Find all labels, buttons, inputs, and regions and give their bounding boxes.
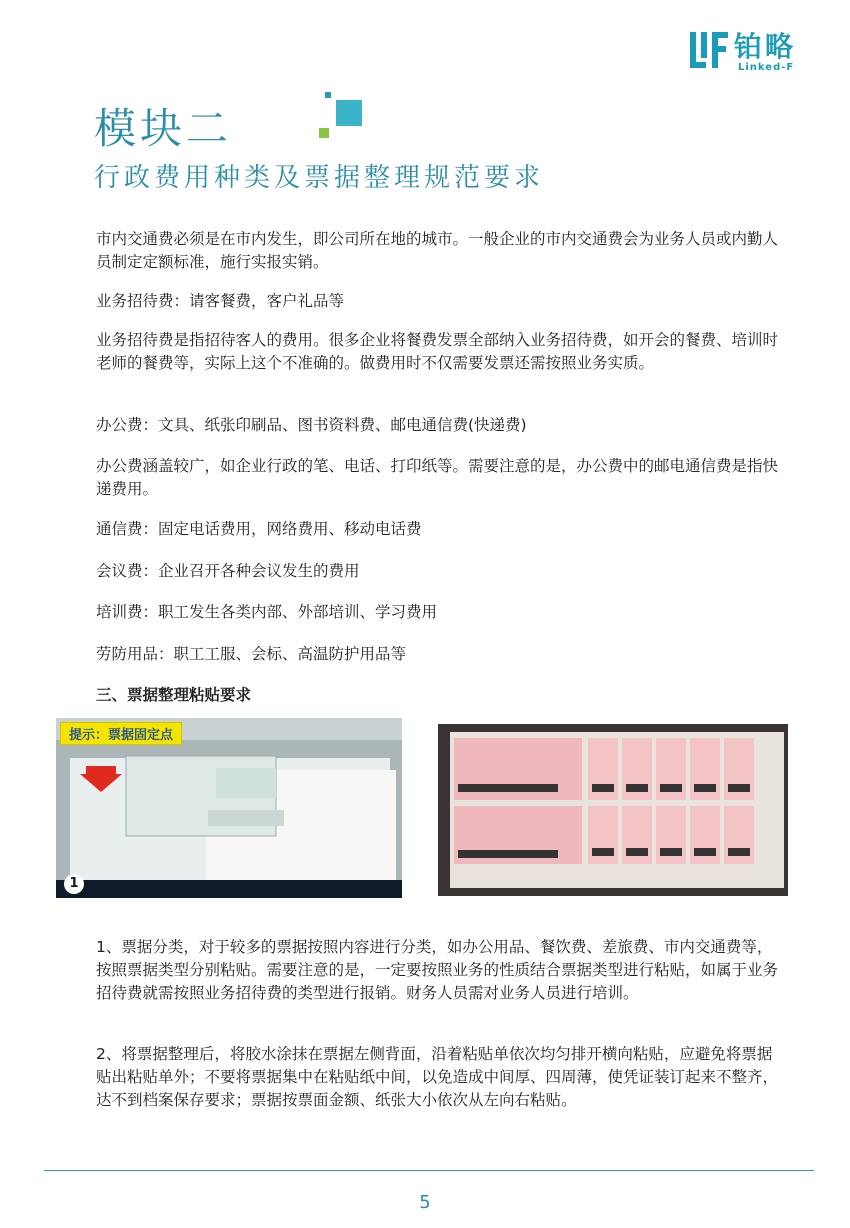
decor-square-teal <box>336 100 362 126</box>
paragraph-telecom: 通信费：固定电话费用，网络费用、移动电话费 <box>96 520 422 538</box>
photo-caption-tip: 提示：票据固定点 <box>60 722 182 745</box>
receipt-photo-illustration <box>56 718 402 898</box>
paragraph-entertainment-heading: 业务招待费：请客餐费，客户礼品等 <box>96 292 345 310</box>
module-subtitle: 行政费用种类及票据整理规范要求 <box>94 163 545 193</box>
paragraph-office-desc: 办公费涵盖较广，如企业行政的笔、电话、打印纸等。需要注意的是，办公费中的邮电通信费是指快递费用。 <box>96 457 779 498</box>
decor-square-small <box>325 92 331 98</box>
paragraph-local-transport: 市内交通费必须是在市内发生，即公司所在地的城市。一般企业的市内交通费会为业务人员或内勤人员制定定额标准，施行实报实销。 <box>96 230 779 271</box>
paragraph-office-heading: 办公费：文具、纸张印刷品、图书资料费、邮电通信费(快递费) <box>96 416 527 434</box>
logo-mark-icon <box>690 30 728 70</box>
photo-receipt-fixing <box>56 718 402 898</box>
tickets-photo-illustration <box>438 724 788 896</box>
paragraph-entertainment-desc: 业务招待费是指招待客人的费用。很多企业将餐费发票全部纳入业务招待费，如开会的餐费、培训时老师的餐费等，实际上这个不准确的。做费用时不仅需要发票还需按照业务实质。 <box>96 331 779 372</box>
paragraph-training: 培训费：职工发生各类内部、外部培训、学习费用 <box>96 603 438 621</box>
decor-square-green <box>319 128 329 138</box>
footer-divider <box>44 1170 814 1171</box>
section-heading: 三、票据整理粘贴要求 <box>96 686 252 704</box>
photo-step-badge: 1 <box>64 874 84 894</box>
photo-pasted-tickets <box>438 724 788 896</box>
logo-brand-en: Linked-F <box>738 62 795 73</box>
paragraph-protective: 劳防用品：职工工服、会标、高温防护用品等 <box>96 645 407 663</box>
brand-logo <box>690 30 820 74</box>
instruction-2: 2、将票据整理后，将胶水涂抹在票据左侧背面，沿着粘贴单依次均匀排开横向粘贴，应避免将票据贴出粘贴单外；不要将票据集中在粘贴纸中间，以免造成中间厚、四周薄，使凭证装订起来不整齐，达不到档案保存要求；票据按票面金额、纸张大小依次从左向右粘贴。 <box>96 1045 779 1109</box>
paragraph-meeting: 会议费：企业召开各种会议发生的费用 <box>96 562 360 580</box>
module-title: 模块二 <box>94 104 233 153</box>
instruction-1: 1、票据分类，对于较多的票据按照内容进行分类，如办公用品、餐饮费、差旅费、市内交通费等，按照票据类型分别粘贴。需要注意的是，一定要按照业务的性质结合票据类型进行粘贴，如属于业务招待费就需按照业务招待费的类型进行报销。财务人员需对业务人员进行培训。 <box>96 938 779 1002</box>
page-number: 5 <box>419 1192 431 1213</box>
logo-brand-cn: 铂略 <box>734 30 797 63</box>
